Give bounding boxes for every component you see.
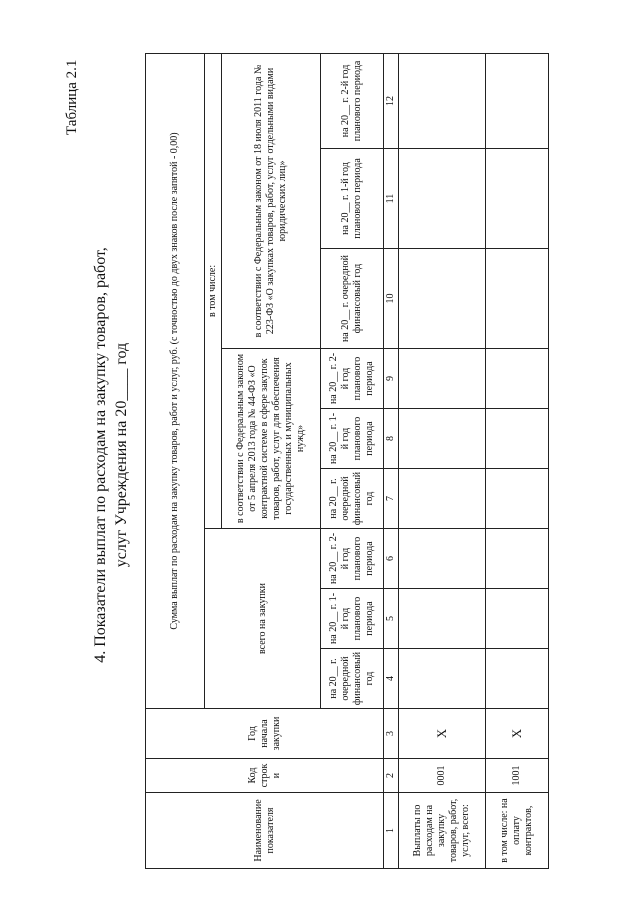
table-row xyxy=(486,53,549,868)
period-next-44: на 20__ г. очередной финансовый год xyxy=(321,469,384,529)
col-number: 10 xyxy=(384,249,399,349)
value-cell[interactable] xyxy=(486,529,549,589)
col-number: 5 xyxy=(384,589,399,649)
header-sum: Сумма выплат по расходам на закупку товаров, работ и услуг, руб. (с точностью до двух знаков после запятой - 0,00) xyxy=(146,53,205,708)
indicators-table xyxy=(145,53,549,869)
row-code: 1001 xyxy=(486,759,549,793)
value-cell[interactable] xyxy=(486,649,549,709)
value-cell[interactable] xyxy=(399,469,486,529)
header-law223: в соответствии с Федеральным законом от 18 июля 2011 года № 223-ФЗ «О закупках товаров, работ, услуг отдельными видами юридических лиц» xyxy=(222,53,321,348)
col-number: 3 xyxy=(384,709,399,759)
period-next-all: на 20__ г. очередной финансовый год xyxy=(321,649,384,709)
page-title xyxy=(90,195,132,715)
value-cell[interactable] xyxy=(399,249,486,349)
col-number: 9 xyxy=(384,349,399,409)
col-number: 12 xyxy=(384,53,399,148)
period-1st-44: на 20__ г. 1-й год планового периода xyxy=(321,409,384,469)
row-year: X xyxy=(399,709,486,759)
row-code: 0001 xyxy=(399,759,486,793)
header-name: Наименование показателя xyxy=(146,793,384,869)
value-cell[interactable] xyxy=(399,149,486,249)
period-2nd-44: на 20__ г. 2-й год планового периода xyxy=(321,349,384,409)
value-cell[interactable] xyxy=(486,349,549,409)
header-code: Код строки xyxy=(146,759,384,793)
header-year: Год начала закупки xyxy=(146,709,384,759)
col-number: 4 xyxy=(384,649,399,709)
value-cell[interactable] xyxy=(399,409,486,469)
value-cell[interactable] xyxy=(486,149,549,249)
column-numbers-row xyxy=(384,53,399,868)
row-name: Выплаты по расходам на закупку товаров, работ, услуг, всего: xyxy=(399,793,486,869)
header-including: в том числе: xyxy=(205,53,222,528)
value-cell[interactable] xyxy=(399,529,486,589)
col-number: 11 xyxy=(384,149,399,249)
value-cell[interactable] xyxy=(486,469,549,529)
header-law44: в соответствии с Федеральным законом от 5 апреля 2013 года № 44-ФЗ «О контрактной системе в сфере закупок товаров, работ, услуг для обеспечения государственных и муниципальных нужд» xyxy=(222,349,321,529)
period-1st-all: на 20__ г. 1-й год планового периода xyxy=(321,589,384,649)
value-cell[interactable] xyxy=(399,589,486,649)
table-row xyxy=(399,53,486,868)
title-line-2: услуг Учреждения на 20____ год xyxy=(113,342,130,568)
col-number: 2 xyxy=(384,759,399,793)
col-number: 1 xyxy=(384,793,399,869)
value-cell[interactable] xyxy=(486,249,549,349)
value-cell[interactable] xyxy=(486,53,549,148)
value-cell[interactable] xyxy=(486,589,549,649)
row-name: в том числе: на оплату контрактов, xyxy=(486,793,549,869)
col-number: 6 xyxy=(384,529,399,589)
period-2nd-223: на 20__ г. 2-й год планового периода xyxy=(321,53,384,148)
col-number: 7 xyxy=(384,469,399,529)
title-line-1: 4. Показатели выплат по расходам на закупку товаров, работ, xyxy=(92,247,109,663)
period-1st-223: на 20__ г. 1-й год планового периода xyxy=(321,149,384,249)
value-cell[interactable] xyxy=(399,53,486,148)
header-all-purchases: всего на закупки xyxy=(205,529,321,709)
row-year: X xyxy=(486,709,549,759)
value-cell[interactable] xyxy=(399,349,486,409)
period-2nd-all: на 20__ г. 2-й год планового периода xyxy=(321,529,384,589)
table-label: Таблица 2.1 xyxy=(64,59,80,135)
col-number: 8 xyxy=(384,409,399,469)
value-cell[interactable] xyxy=(486,409,549,469)
period-next-223: на 20__ г. очередной финансовый год xyxy=(321,249,384,349)
value-cell[interactable] xyxy=(399,649,486,709)
